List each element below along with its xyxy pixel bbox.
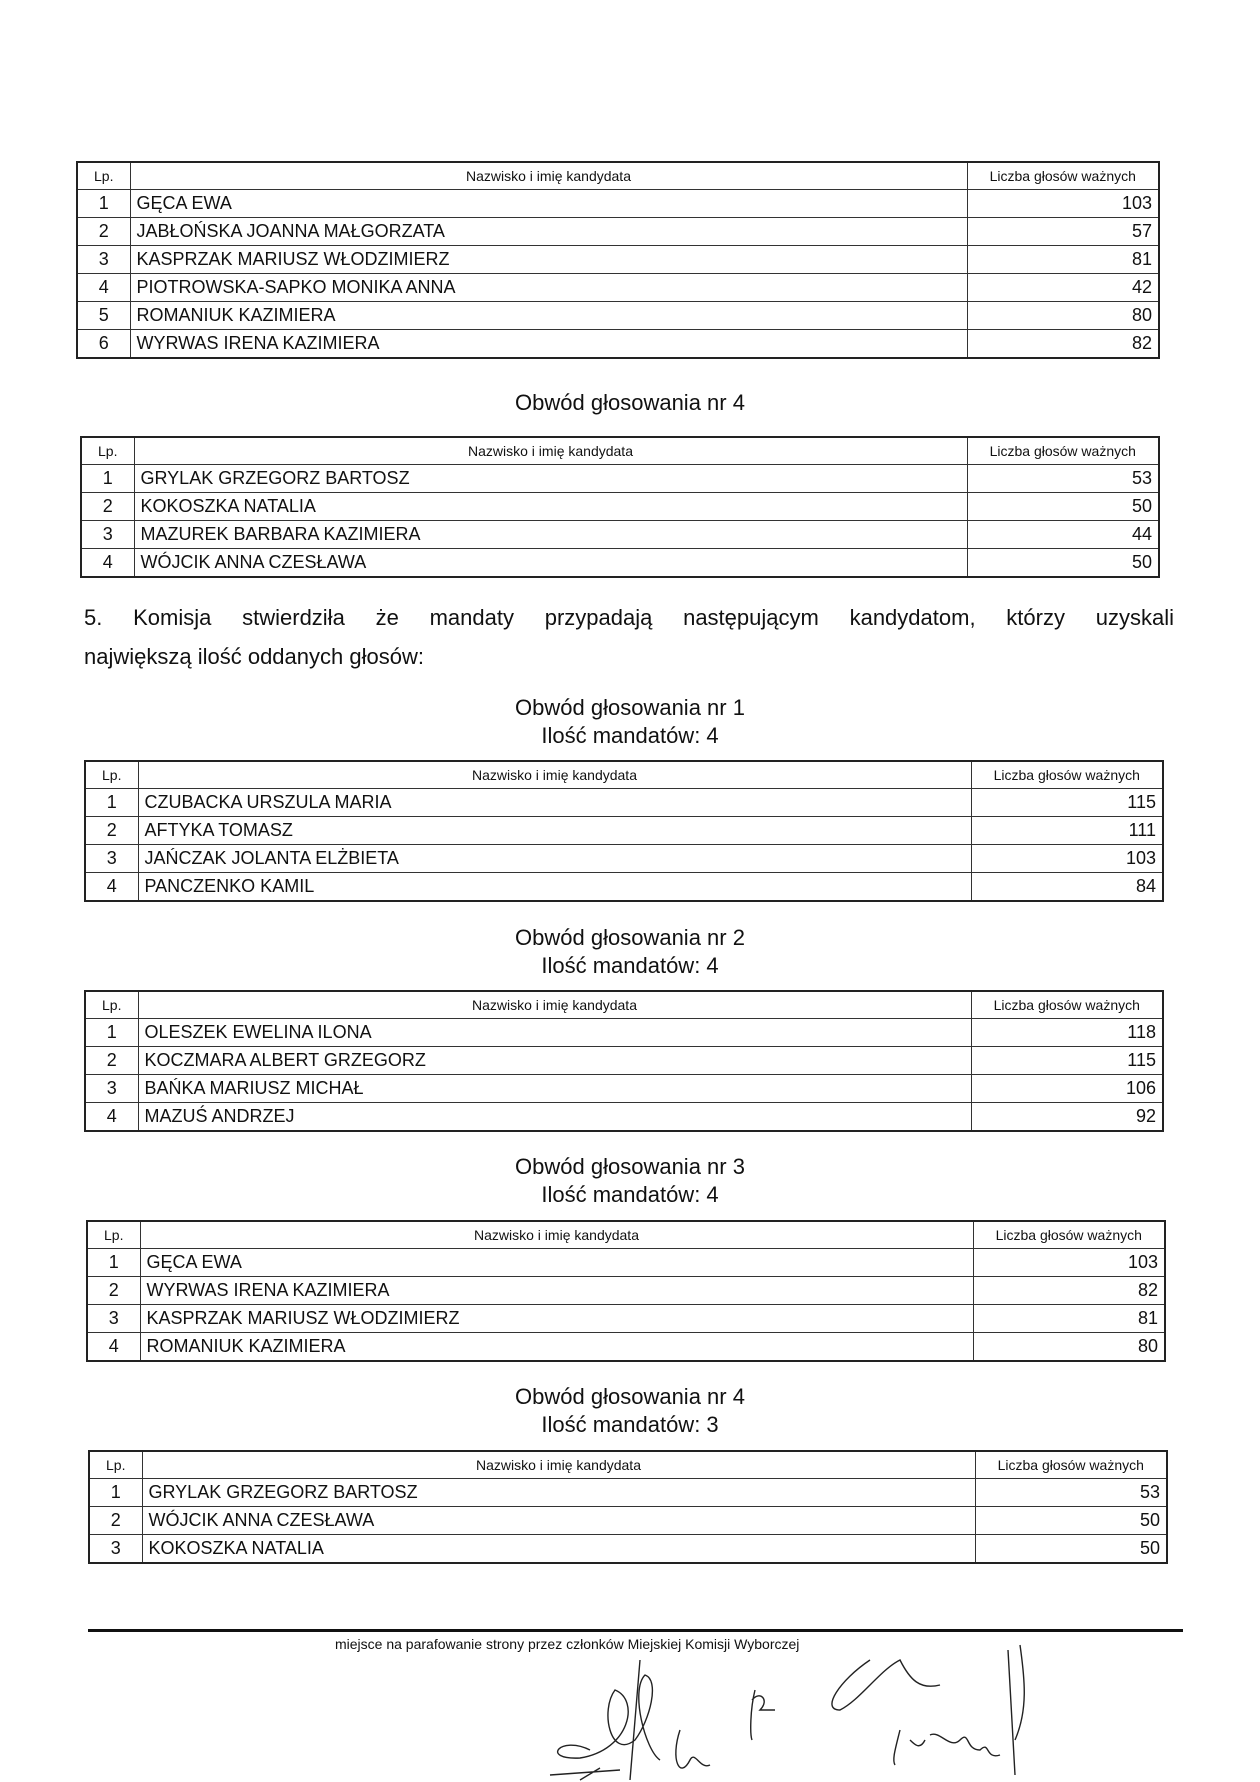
- section-5-line-2: największą ilość oddanych głosów:: [84, 644, 424, 669]
- table-row: [87, 1277, 1165, 1305]
- table-row: [85, 845, 1163, 873]
- row-lp: 4: [81, 549, 134, 578]
- row-lp: 4: [85, 1103, 138, 1132]
- table-row: [85, 817, 1163, 845]
- table-row: [85, 1075, 1163, 1103]
- row-lp: 4: [77, 274, 130, 302]
- table-header-row: [77, 162, 1159, 190]
- row-name: ROMANIUK KAZIMIERA: [130, 302, 967, 330]
- table-row: [77, 274, 1159, 302]
- row-lp: 1: [85, 1019, 138, 1047]
- results-table-continued: [76, 161, 1160, 359]
- row-lp: 4: [87, 1333, 140, 1362]
- row-name: WYRWAS IRENA KAZIMIERA: [130, 330, 967, 359]
- row-votes: 111: [971, 817, 1163, 845]
- row-name: KOKOSZKA NATALIA: [134, 493, 967, 521]
- footer-divider: [88, 1629, 1183, 1632]
- row-lp: 2: [87, 1277, 140, 1305]
- table-row: [77, 218, 1159, 246]
- header-votes: Liczba głosów ważnych: [967, 162, 1159, 190]
- row-name: KOCZMARA ALBERT GRZEGORZ: [138, 1047, 971, 1075]
- table-row: [89, 1535, 1167, 1564]
- row-lp: 2: [81, 493, 134, 521]
- row-name: OLESZEK EWELINA ILONA: [138, 1019, 971, 1047]
- row-lp: 1: [87, 1249, 140, 1277]
- header-name: Nazwisko i imię kandydata: [138, 991, 971, 1019]
- row-votes: 82: [973, 1277, 1165, 1305]
- header-name: Nazwisko i imię kandydata: [142, 1451, 975, 1479]
- row-votes: 115: [971, 1047, 1163, 1075]
- row-lp: 2: [89, 1507, 142, 1535]
- row-name: KOKOSZKA NATALIA: [142, 1535, 975, 1564]
- section-heading: Obwód głosowania nr 4: [515, 390, 745, 415]
- row-lp: 3: [89, 1535, 142, 1564]
- row-lp: 1: [89, 1479, 142, 1507]
- row-name: WÓJCIK ANNA CZESŁAWA: [142, 1507, 975, 1535]
- mandate-heading-3: Obwód głosowania nr 3: [515, 1154, 745, 1179]
- row-name: ROMANIUK KAZIMIERA: [140, 1333, 973, 1362]
- row-votes: 50: [975, 1507, 1167, 1535]
- row-lp: 2: [77, 218, 130, 246]
- row-votes: 103: [973, 1249, 1165, 1277]
- row-lp: 1: [81, 465, 134, 493]
- table-row: [85, 1047, 1163, 1075]
- table-row: [77, 302, 1159, 330]
- row-name: JAŃCZAK JOLANTA ELŻBIETA: [138, 845, 971, 873]
- table-row: [85, 873, 1163, 902]
- table-row: [85, 1019, 1163, 1047]
- mandate-count-1: Ilość mandatów: 4: [541, 723, 719, 748]
- table-row: [81, 549, 1159, 578]
- row-name: MAZUŚ ANDRZEJ: [138, 1103, 971, 1132]
- table-row: [85, 789, 1163, 817]
- mandate-table-obwod-1: [84, 760, 1164, 902]
- row-lp: 1: [77, 190, 130, 218]
- table-row: [81, 521, 1159, 549]
- row-votes: 81: [967, 246, 1159, 274]
- row-votes: 80: [973, 1333, 1165, 1362]
- table-header-row: [85, 761, 1163, 789]
- header-lp: Lp.: [85, 991, 138, 1019]
- table-row: [77, 190, 1159, 218]
- row-name: KASPRZAK MARIUSZ WŁODZIMIERZ: [130, 246, 967, 274]
- header-name: Nazwisko i imię kandydata: [140, 1221, 973, 1249]
- row-votes: 82: [967, 330, 1159, 359]
- row-lp: 5: [77, 302, 130, 330]
- row-votes: 80: [967, 302, 1159, 330]
- header-votes: Liczba głosów ważnych: [971, 991, 1163, 1019]
- mandate-count-2: Ilość mandatów: 4: [541, 953, 719, 978]
- table-header-row: [85, 991, 1163, 1019]
- header-name: Nazwisko i imię kandydata: [138, 761, 971, 789]
- results-table-obwod-4: [80, 436, 1160, 578]
- table-row: [89, 1479, 1167, 1507]
- row-votes: 92: [971, 1103, 1163, 1132]
- row-name: GĘCA EWA: [140, 1249, 973, 1277]
- row-name: JABŁOŃSKA JOANNA MAŁGORZATA: [130, 218, 967, 246]
- section-5-line-1: 5. Komisja stwierdziła że mandaty przypadają następującym kandydatom, którzy uzyskali: [84, 605, 1174, 630]
- header-lp: Lp.: [87, 1221, 140, 1249]
- table-row: [77, 246, 1159, 274]
- header-lp: Lp.: [85, 761, 138, 789]
- row-name: MAZUREK BARBARA KAZIMIERA: [134, 521, 967, 549]
- row-name: AFTYKA TOMASZ: [138, 817, 971, 845]
- row-name: PIOTROWSKA-SAPKO MONIKA ANNA: [130, 274, 967, 302]
- row-votes: 103: [967, 190, 1159, 218]
- row-votes: 53: [975, 1479, 1167, 1507]
- table-row: [77, 330, 1159, 359]
- table-row: [89, 1507, 1167, 1535]
- table-header-row: [81, 437, 1159, 465]
- row-votes: 42: [967, 274, 1159, 302]
- row-lp: 2: [85, 1047, 138, 1075]
- row-votes: 50: [975, 1535, 1167, 1564]
- header-name: Nazwisko i imię kandydata: [134, 437, 967, 465]
- row-votes: 50: [967, 493, 1159, 521]
- header-votes: Liczba głosów ważnych: [967, 437, 1159, 465]
- header-lp: Lp.: [77, 162, 130, 190]
- mandate-count-3: Ilość mandatów: 4: [541, 1182, 719, 1207]
- mandate-table-obwod-2: [84, 990, 1164, 1132]
- row-lp: 3: [77, 246, 130, 274]
- row-votes: 115: [971, 789, 1163, 817]
- mandate-table-obwod-3: [86, 1220, 1166, 1362]
- row-votes: 44: [967, 521, 1159, 549]
- table-row: [81, 493, 1159, 521]
- row-name: WYRWAS IRENA KAZIMIERA: [140, 1277, 973, 1305]
- table-header-row: [89, 1451, 1167, 1479]
- mandate-count-4: Ilość mandatów: 3: [541, 1412, 719, 1437]
- row-name: WÓJCIK ANNA CZESŁAWA: [134, 549, 967, 578]
- row-name: CZUBACKA URSZULA MARIA: [138, 789, 971, 817]
- table-row: [87, 1333, 1165, 1362]
- row-votes: 106: [971, 1075, 1163, 1103]
- table-header-row: [87, 1221, 1165, 1249]
- header-votes: Liczba głosów ważnych: [971, 761, 1163, 789]
- header-name: Nazwisko i imię kandydata: [130, 162, 967, 190]
- row-votes: 81: [973, 1305, 1165, 1333]
- table-row: [87, 1305, 1165, 1333]
- header-lp: Lp.: [81, 437, 134, 465]
- header-lp: Lp.: [89, 1451, 142, 1479]
- header-votes: Liczba głosów ważnych: [973, 1221, 1165, 1249]
- mandate-heading-1: Obwód głosowania nr 1: [515, 695, 745, 720]
- row-lp: 2: [85, 817, 138, 845]
- table-row: [81, 465, 1159, 493]
- row-votes: 103: [971, 845, 1163, 873]
- row-name: GRYLAK GRZEGORZ BARTOSZ: [142, 1479, 975, 1507]
- row-lp: 3: [85, 1075, 138, 1103]
- row-votes: 118: [971, 1019, 1163, 1047]
- row-lp: 3: [87, 1305, 140, 1333]
- row-name: GĘCA EWA: [130, 190, 967, 218]
- row-name: KASPRZAK MARIUSZ WŁODZIMIERZ: [140, 1305, 973, 1333]
- table-row: [85, 1103, 1163, 1132]
- row-votes: 57: [967, 218, 1159, 246]
- section-5-paragraph: [84, 598, 1174, 676]
- row-name: PANCZENKO KAMIL: [138, 873, 971, 902]
- mandate-heading-4: Obwód głosowania nr 4: [515, 1384, 745, 1409]
- row-votes: 53: [967, 465, 1159, 493]
- table-row: [87, 1249, 1165, 1277]
- row-lp: 4: [85, 873, 138, 902]
- row-name: BAŃKA MARIUSZ MICHAŁ: [138, 1075, 971, 1103]
- row-name: GRYLAK GRZEGORZ BARTOSZ: [134, 465, 967, 493]
- header-votes: Liczba głosów ważnych: [975, 1451, 1167, 1479]
- row-votes: 84: [971, 873, 1163, 902]
- row-lp: 3: [85, 845, 138, 873]
- row-lp: 1: [85, 789, 138, 817]
- row-lp: 6: [77, 330, 130, 359]
- row-lp: 3: [81, 521, 134, 549]
- mandate-heading-2: Obwód głosowania nr 2: [515, 925, 745, 950]
- initials-caption: miejsce na parafowanie strony przez członków Miejskiej Komisji Wyborczej: [335, 1636, 800, 1652]
- row-votes: 50: [967, 549, 1159, 578]
- mandate-table-obwod-4: [88, 1450, 1168, 1564]
- handwritten-signatures-icon: [520, 1640, 1160, 1782]
